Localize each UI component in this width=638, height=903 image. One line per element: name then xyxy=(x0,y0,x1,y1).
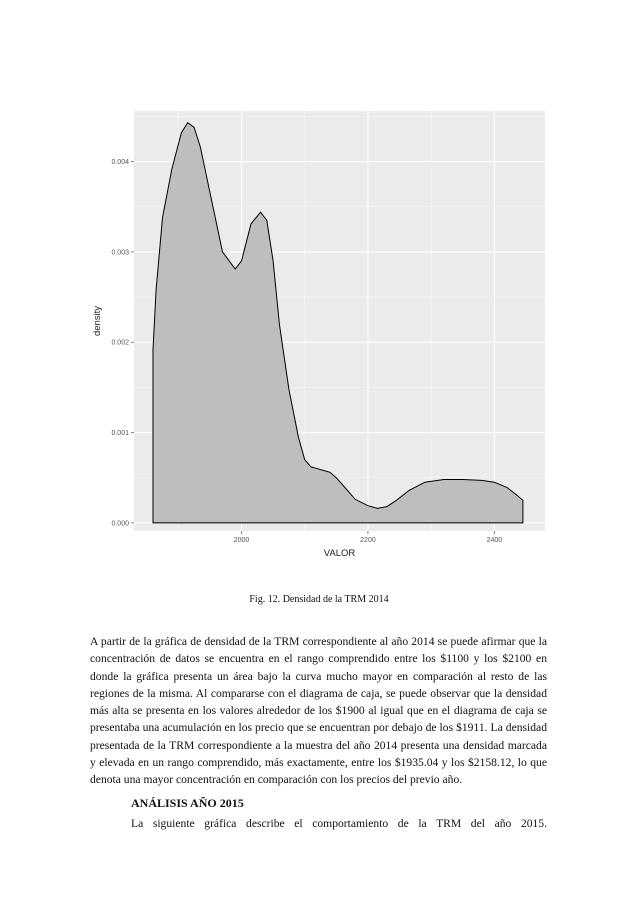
y-tick-label: 0.003 xyxy=(111,249,129,257)
x-tick-label: 2400 xyxy=(486,537,503,544)
figure-caption: Fig. 12. Densidad de la TRM 2014 xyxy=(249,594,389,605)
y-tick-label: 0.001 xyxy=(111,430,129,438)
x-axis-title: VALOR xyxy=(323,548,356,559)
y-axis xyxy=(111,159,134,527)
section-heading: ANÁLISIS AÑO 2015 xyxy=(131,796,244,810)
x-tick-label: 2000 xyxy=(233,537,250,544)
x-axis xyxy=(234,531,503,544)
y-axis-title: density xyxy=(92,305,103,337)
y-tick-label: 0.004 xyxy=(111,159,129,167)
density-chart xyxy=(80,95,550,565)
body-paragraph: A partir de la gráfica de densidad de la TRM correspondiente al año 2014 se puede afirmar que la concentración de datos se encuentra en el rango comprendido entre los $1100 y los $2100 en donde la gráfica presenta un área bajo la curva mucho mayor en comparación al resto de las regiones de la misma. Al compararse con el diagrama de caja, se puede observar que la densidad más alta se presenta en los valores alrededor de los $1900 al igual que en el diagrama de caja se presentaba una acumulación en los precio que se encuentran por debajo de los $1911. La densidad presentada de la TRM correspondiente a la muestra del año 2014 presenta una densidad marcada y elevada en un rango comprendido, más exactamente, entre los $1935.04 y los $2158.12, lo que denota una mayor concentración en comparación con los precios del previo año. xyxy=(90,635,547,787)
y-tick-label: 0.000 xyxy=(111,520,129,528)
next-paragraph: La siguiente gráfica describe el comportamiento de la TRM del año 2015. xyxy=(131,817,547,830)
x-tick-label: 2200 xyxy=(360,537,376,544)
y-tick-label: 0.002 xyxy=(111,339,129,347)
